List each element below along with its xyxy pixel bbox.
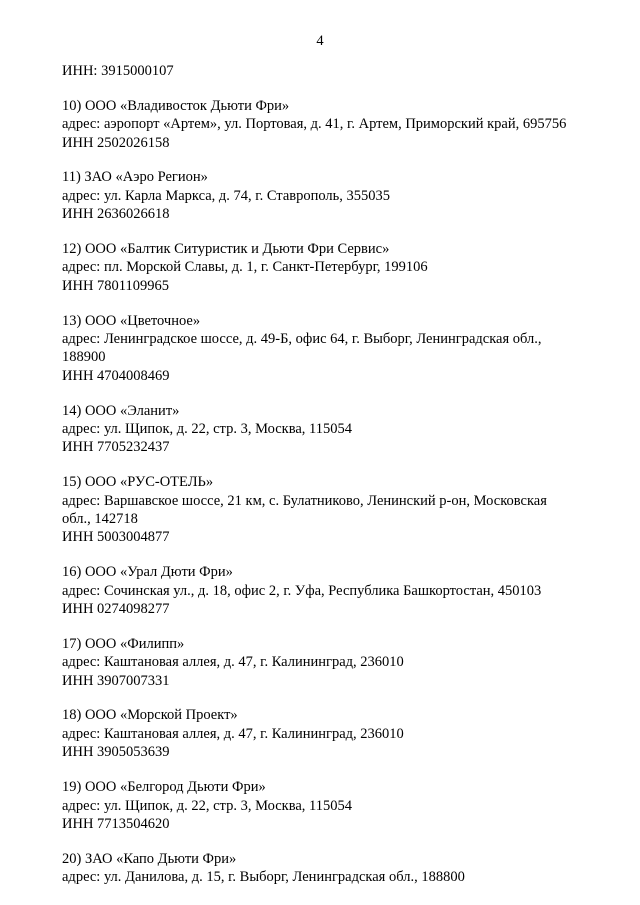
company-address: адрес: ул. Щипок, д. 22, стр. 3, Москва, 115054	[62, 797, 352, 814]
company-inn: ИНН 7705232437	[62, 439, 170, 456]
list-item	[62, 563, 594, 618]
company-title: 17) ООО «Филипп»	[62, 635, 185, 652]
company-inn: ИНН 7713504620	[62, 815, 170, 832]
company-address-line-1: адрес: Ленинградское шоссе, д. 49-Б, офис 64, г. Выборг, Ленинградская обл.,	[62, 331, 542, 348]
company-inn: ИНН 0274098277	[62, 601, 170, 618]
company-address: адрес: Каштановая аллея, д. 47, г. Калининград, 236010	[62, 725, 404, 742]
document-body	[62, 62, 594, 887]
company-address: адрес: пл. Морской Славы, д. 1, г. Санкт-Петербург, 199106	[62, 259, 428, 276]
company-title: 13) ООО «Цветочное»	[62, 312, 201, 329]
company-title: 19) ООО «Белгород Дьюти Фри»	[62, 779, 266, 796]
company-address: адрес: аэропорт «Артем», ул. Портовая, д. 41, г. Артем, Приморский край, 695756	[62, 116, 567, 133]
company-title: 20) ЗАО «Капо Дьюти Фри»	[62, 850, 237, 867]
company-address-line-2: обл., 142718	[62, 511, 138, 528]
list-item	[62, 850, 594, 887]
company-inn: ИНН 3907007331	[62, 672, 170, 689]
company-address-line-2: 188900	[62, 349, 106, 366]
company-address: адрес: ул. Щипок, д. 22, стр. 3, Москва, 115054	[62, 421, 352, 438]
company-title: 15) ООО «РУС-ОТЕЛЬ»	[62, 474, 214, 491]
company-inn: ИНН 2636026618	[62, 206, 170, 223]
list-item	[62, 97, 594, 152]
list-item	[62, 402, 594, 457]
company-inn: ИНН 4704008469	[62, 367, 170, 384]
company-address: адрес: Сочинская ул., д. 18, офис 2, г. Уфа, Республика Башкортостан, 450103	[62, 582, 542, 599]
company-title: 18) ООО «Морской Проект»	[62, 707, 238, 724]
company-title: 16) ООО «Урал Дюти Фри»	[62, 564, 233, 581]
company-title: 14) ООО «Эланит»	[62, 402, 180, 419]
page-number: 4	[316, 33, 324, 49]
company-inn: ИНН 2502026158	[62, 134, 170, 151]
company-inn: ИНН 7801109965	[62, 277, 170, 294]
list-item	[62, 473, 594, 547]
company-address: адрес: ул. Данилова, д. 15, г. Выборг, Ленинградская обл., 188800	[62, 869, 465, 886]
list-item	[62, 312, 594, 386]
company-address-line-1: адрес: Варшавское шоссе, 21 км, с. Булатниково, Ленинский р-он, Московская	[62, 492, 547, 509]
list-item	[62, 168, 594, 223]
company-inn: ИНН 5003004877	[62, 529, 170, 546]
company-address: адрес: ул. Карла Маркса, д. 74, г. Ставрополь, 355035	[62, 187, 391, 204]
company-inn: ИНН 3905053639	[62, 744, 170, 761]
list-item	[62, 635, 594, 690]
company-title: 12) ООО «Балтик Ситуристик и Дьюти Фри Сервис»	[62, 241, 390, 258]
list-item	[62, 706, 594, 761]
company-title: 10) ООО «Владивосток Дьюти Фри»	[62, 97, 290, 114]
company-title: 11) ЗАО «Аэро Регион»	[62, 169, 208, 186]
list-item	[62, 240, 594, 295]
lead-inn: ИНН: 3915000107	[62, 63, 174, 79]
company-address: адрес: Каштановая аллея, д. 47, г. Калининград, 236010	[62, 654, 404, 671]
list-item	[62, 778, 594, 833]
